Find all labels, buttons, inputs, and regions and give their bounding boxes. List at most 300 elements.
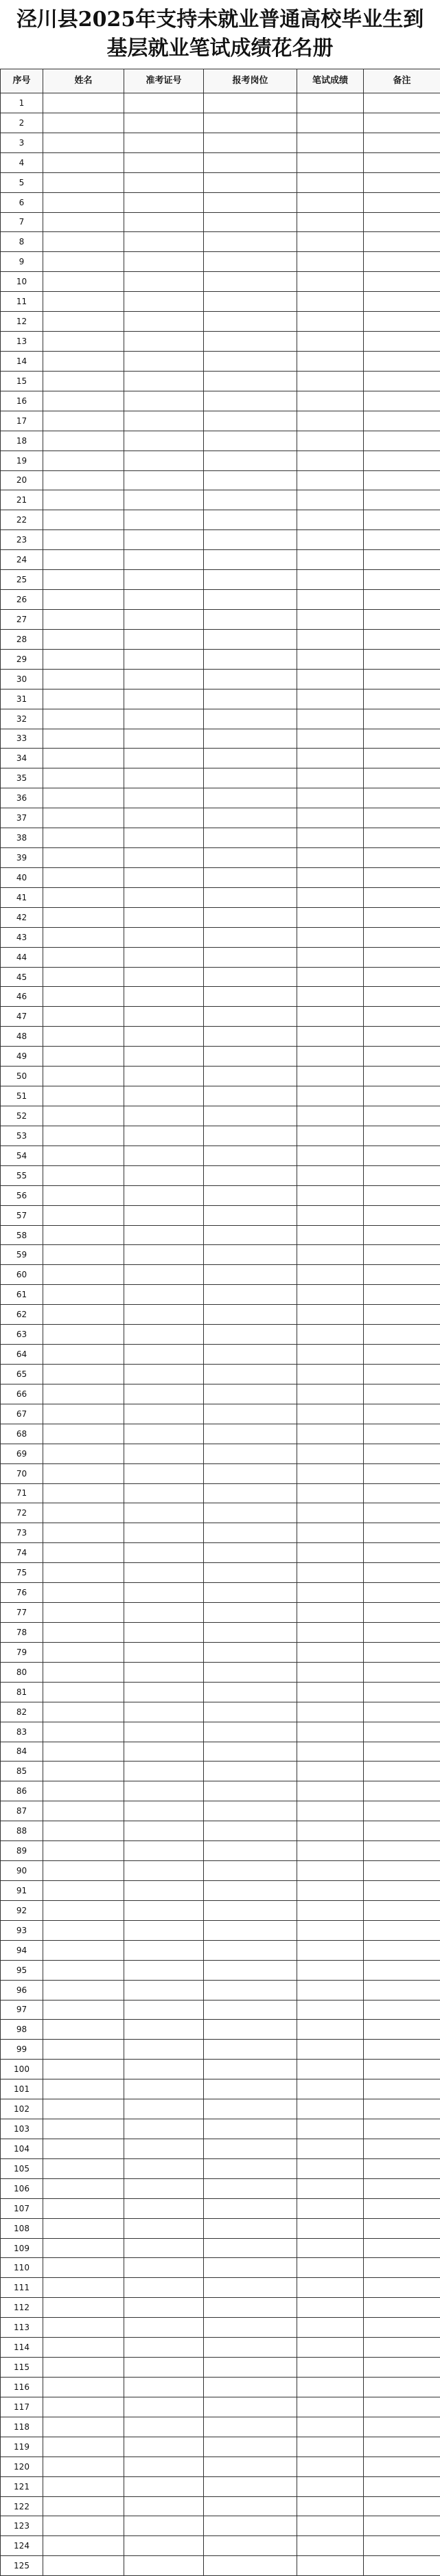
table-row <box>1 947 440 967</box>
cell-note <box>364 1165 440 1185</box>
cell-name <box>43 1960 124 1980</box>
cell-position <box>204 1900 297 1920</box>
table-row <box>1 1027 440 1047</box>
cell-name <box>43 729 124 749</box>
header-note: 备注 <box>364 69 440 93</box>
cell-position <box>204 1345 297 1365</box>
cell-note <box>364 1583 440 1603</box>
cell-score <box>297 510 364 530</box>
cell-score <box>297 1225 364 1245</box>
table-row <box>1 2457 440 2476</box>
table-row <box>1 1225 440 1245</box>
cell-index: 109 <box>1 2238 43 2258</box>
table-row <box>1 1603 440 1623</box>
cell-position <box>204 609 297 629</box>
cell-exam-number <box>124 1861 204 1881</box>
cell-index: 42 <box>1 907 43 927</box>
cell-index: 30 <box>1 669 43 689</box>
table-row <box>1 1920 440 1940</box>
cell-name <box>43 1325 124 1345</box>
cell-score <box>297 470 364 490</box>
table-row <box>1 272 440 292</box>
cell-position <box>204 232 297 252</box>
cell-position <box>204 689 297 709</box>
cell-score <box>297 2338 364 2358</box>
cell-position <box>204 967 297 987</box>
cell-score <box>297 1007 364 1027</box>
table-row <box>1 2378 440 2397</box>
table-row <box>1 907 440 927</box>
table-row <box>1 2079 440 2099</box>
cell-score <box>297 431 364 451</box>
cell-index: 80 <box>1 1662 43 1682</box>
cell-position <box>204 2417 297 2437</box>
cell-position <box>204 629 297 649</box>
cell-name <box>43 1920 124 1940</box>
cell-index: 72 <box>1 1503 43 1523</box>
cell-note <box>364 192 440 212</box>
cell-note <box>364 907 440 927</box>
cell-score <box>297 2417 364 2437</box>
cell-score <box>297 2000 364 2020</box>
cell-index: 112 <box>1 2298 43 2318</box>
table-row <box>1 2318 440 2338</box>
table-row <box>1 808 440 828</box>
cell-score <box>297 1067 364 1086</box>
cell-note <box>364 1722 440 1742</box>
cell-score <box>297 1642 364 1662</box>
table-row <box>1 2298 440 2318</box>
table-row <box>1 490 440 510</box>
table-row <box>1 2020 440 2040</box>
cell-position <box>204 2158 297 2178</box>
cell-exam-number <box>124 451 204 470</box>
cell-position <box>204 2437 297 2457</box>
cell-name <box>43 1185 124 1205</box>
cell-exam-number <box>124 2060 204 2079</box>
cell-exam-number <box>124 2496 204 2516</box>
cell-score <box>297 2119 364 2139</box>
cell-position <box>204 292 297 312</box>
cell-exam-number <box>124 1225 204 1245</box>
table-row <box>1 2218 440 2238</box>
cell-position <box>204 252 297 272</box>
cell-index: 28 <box>1 629 43 649</box>
cell-name <box>43 788 124 808</box>
cell-position <box>204 907 297 927</box>
cell-index: 77 <box>1 1603 43 1623</box>
cell-note <box>364 2338 440 2358</box>
table-row <box>1 2198 440 2218</box>
cell-note <box>364 2397 440 2417</box>
cell-score <box>297 1503 364 1523</box>
table-row <box>1 470 440 490</box>
cell-position <box>204 1821 297 1841</box>
cell-name <box>43 629 124 649</box>
cell-position <box>204 272 297 292</box>
cell-exam-number <box>124 1384 204 1404</box>
cell-name <box>43 1365 124 1384</box>
cell-position <box>204 669 297 689</box>
cell-name <box>43 1007 124 1027</box>
cell-name <box>43 987 124 1007</box>
cell-note <box>364 1047 440 1067</box>
cell-index: 70 <box>1 1463 43 1483</box>
cell-position <box>204 729 297 749</box>
table-row <box>1 2099 440 2119</box>
cell-name <box>43 1424 124 1444</box>
cell-exam-number <box>124 1086 204 1106</box>
cell-note <box>364 510 440 530</box>
table-row <box>1 312 440 332</box>
cell-note <box>364 2496 440 2516</box>
cell-name <box>43 609 124 629</box>
cell-position <box>204 351 297 371</box>
cell-position <box>204 1047 297 1067</box>
cell-score <box>297 2020 364 2040</box>
cell-position <box>204 1801 297 1821</box>
cell-position <box>204 2298 297 2318</box>
cell-position <box>204 2457 297 2476</box>
cell-position <box>204 172 297 192</box>
cell-note <box>364 729 440 749</box>
table-row <box>1 1365 440 1384</box>
cell-exam-number <box>124 490 204 510</box>
cell-position <box>204 212 297 232</box>
table-row <box>1 172 440 192</box>
cell-index: 122 <box>1 2496 43 2516</box>
cell-index: 78 <box>1 1622 43 1642</box>
table-row <box>1 1126 440 1145</box>
table-row <box>1 431 440 451</box>
cell-position <box>204 93 297 113</box>
cell-name <box>43 2119 124 2139</box>
cell-exam-number <box>124 2000 204 2020</box>
cell-index: 5 <box>1 172 43 192</box>
cell-position <box>204 2060 297 2079</box>
cell-index: 8 <box>1 232 43 252</box>
cell-index: 53 <box>1 1126 43 1145</box>
cell-note <box>364 689 440 709</box>
table-row <box>1 1722 440 1742</box>
cell-note <box>364 987 440 1007</box>
cell-score <box>297 2258 364 2278</box>
table-row <box>1 689 440 709</box>
cell-exam-number <box>124 530 204 550</box>
cell-exam-number <box>124 669 204 689</box>
cell-exam-number <box>124 1682 204 1702</box>
cell-name <box>43 2238 124 2258</box>
cell-note <box>364 1145 440 1165</box>
cell-note <box>364 967 440 987</box>
cell-exam-number <box>124 1841 204 1861</box>
table-row <box>1 1900 440 1920</box>
cell-note <box>364 1185 440 1205</box>
cell-note <box>364 272 440 292</box>
cell-score <box>297 1325 364 1345</box>
table-row <box>1 629 440 649</box>
table-row <box>1 570 440 590</box>
table-row <box>1 2358 440 2378</box>
cell-score <box>297 2397 364 2417</box>
cell-name <box>43 1563 124 1583</box>
cell-index: 51 <box>1 1086 43 1106</box>
cell-position <box>204 808 297 828</box>
cell-index: 40 <box>1 867 43 887</box>
cell-index: 87 <box>1 1801 43 1821</box>
cell-note <box>364 2457 440 2476</box>
cell-name <box>43 1285 124 1305</box>
cell-name <box>43 1682 124 1702</box>
cell-note <box>364 867 440 887</box>
cell-score <box>297 1185 364 1205</box>
cell-note <box>364 2556 440 2576</box>
table-row <box>1 1165 440 1185</box>
cell-position <box>204 1861 297 1881</box>
cell-index: 61 <box>1 1285 43 1305</box>
table-row <box>1 1742 440 1762</box>
cell-position <box>204 2000 297 2020</box>
cell-name <box>43 1603 124 1623</box>
cell-name <box>43 510 124 530</box>
cell-score <box>297 1960 364 1980</box>
table-row <box>1 530 440 550</box>
cell-name <box>43 1265 124 1285</box>
cell-note <box>364 887 440 907</box>
cell-index: 76 <box>1 1583 43 1603</box>
cell-exam-number <box>124 2358 204 2378</box>
cell-name <box>43 2536 124 2556</box>
cell-index: 84 <box>1 1742 43 1762</box>
table-row <box>1 332 440 352</box>
cell-name <box>43 1086 124 1106</box>
cell-index: 120 <box>1 2457 43 2476</box>
cell-score <box>297 2060 364 2079</box>
cell-exam-number <box>124 1880 204 1900</box>
cell-score <box>297 788 364 808</box>
cell-exam-number <box>124 292 204 312</box>
cell-score <box>297 2278 364 2298</box>
cell-position <box>204 550 297 570</box>
cell-index: 66 <box>1 1384 43 1404</box>
cell-name <box>43 907 124 927</box>
cell-note <box>364 1622 440 1642</box>
cell-exam-number <box>124 987 204 1007</box>
cell-exam-number <box>124 1742 204 1762</box>
cell-exam-number <box>124 867 204 887</box>
cell-position <box>204 788 297 808</box>
cell-note <box>364 1325 440 1345</box>
cell-index: 105 <box>1 2158 43 2178</box>
cell-position <box>204 2397 297 2417</box>
cell-position <box>204 2536 297 2556</box>
cell-exam-number <box>124 133 204 152</box>
cell-name <box>43 1583 124 1603</box>
cell-index: 124 <box>1 2536 43 2556</box>
cell-score <box>297 2139 364 2158</box>
cell-score <box>297 1801 364 1821</box>
table-row <box>1 2119 440 2139</box>
cell-name <box>43 2516 124 2536</box>
cell-note <box>364 2218 440 2238</box>
cell-name <box>43 232 124 252</box>
cell-exam-number <box>124 1463 204 1483</box>
cell-note <box>364 470 440 490</box>
cell-exam-number <box>124 351 204 371</box>
cell-score <box>297 1106 364 1126</box>
cell-position <box>204 2099 297 2119</box>
cell-exam-number <box>124 1165 204 1185</box>
cell-position <box>204 1980 297 2000</box>
cell-score <box>297 729 364 749</box>
cell-note <box>364 848 440 868</box>
cell-score <box>297 987 364 1007</box>
cell-exam-number <box>124 2198 204 2218</box>
cell-note <box>364 2099 440 2119</box>
cell-position <box>204 768 297 788</box>
cell-name <box>43 2358 124 2378</box>
cell-exam-number <box>124 2218 204 2238</box>
cell-index: 63 <box>1 1325 43 1345</box>
cell-position <box>204 451 297 470</box>
cell-note <box>364 947 440 967</box>
cell-name <box>43 312 124 332</box>
cell-note <box>364 1126 440 1145</box>
cell-name <box>43 113 124 133</box>
cell-exam-number <box>124 1662 204 1682</box>
cell-exam-number <box>124 1503 204 1523</box>
cell-score <box>297 1682 364 1702</box>
cell-position <box>204 1583 297 1603</box>
cell-index: 75 <box>1 1563 43 1583</box>
table-row <box>1 1047 440 1067</box>
cell-index: 22 <box>1 510 43 530</box>
cell-name <box>43 1145 124 1165</box>
cell-index: 54 <box>1 1145 43 1165</box>
cell-score <box>297 927 364 947</box>
cell-index: 85 <box>1 1762 43 1781</box>
table-row <box>1 887 440 907</box>
cell-position <box>204 133 297 152</box>
cell-index: 121 <box>1 2476 43 2496</box>
table-row <box>1 1185 440 1205</box>
cell-exam-number <box>124 1603 204 1623</box>
table-row <box>1 828 440 848</box>
cell-name <box>43 768 124 788</box>
cell-exam-number <box>124 729 204 749</box>
cell-name <box>43 2278 124 2298</box>
cell-note <box>364 451 440 470</box>
cell-exam-number <box>124 2099 204 2119</box>
cell-exam-number <box>124 2516 204 2536</box>
table-row <box>1 113 440 133</box>
table-row <box>1 1007 440 1027</box>
cell-index: 52 <box>1 1106 43 1126</box>
cell-index: 65 <box>1 1365 43 1384</box>
cell-name <box>43 749 124 768</box>
table-row <box>1 1067 440 1086</box>
cell-position <box>204 1265 297 1285</box>
cell-exam-number <box>124 927 204 947</box>
cell-exam-number <box>124 1067 204 1086</box>
cell-index: 11 <box>1 292 43 312</box>
cell-note <box>364 1940 440 1960</box>
cell-index: 24 <box>1 550 43 570</box>
cell-score <box>297 530 364 550</box>
cell-index: 86 <box>1 1781 43 1801</box>
cell-name <box>43 1205 124 1225</box>
table-row <box>1 1841 440 1861</box>
cell-position <box>204 1245 297 1265</box>
cell-score <box>297 2099 364 2119</box>
cell-name <box>43 2060 124 2079</box>
table-row <box>1 1781 440 1801</box>
cell-note <box>364 590 440 610</box>
cell-note <box>364 828 440 848</box>
cell-name <box>43 550 124 570</box>
cell-position <box>204 570 297 590</box>
cell-exam-number <box>124 411 204 431</box>
cell-position <box>204 1205 297 1225</box>
cell-position <box>204 1126 297 1145</box>
cell-note <box>364 1920 440 1940</box>
cell-score <box>297 1027 364 1047</box>
cell-position <box>204 312 297 332</box>
table-row <box>1 1861 440 1881</box>
cell-position <box>204 192 297 212</box>
cell-note <box>364 1543 440 1563</box>
cell-exam-number <box>124 1007 204 1027</box>
table-row <box>1 93 440 113</box>
table-row <box>1 1880 440 1900</box>
cell-position <box>204 1384 297 1404</box>
cell-index: 25 <box>1 570 43 590</box>
cell-index: 113 <box>1 2318 43 2338</box>
cell-note <box>364 1682 440 1702</box>
cell-score <box>297 2178 364 2198</box>
cell-note <box>364 1404 440 1424</box>
cell-position <box>204 510 297 530</box>
header-index: 序号 <box>1 69 43 93</box>
cell-note <box>364 530 440 550</box>
cell-name <box>43 133 124 152</box>
cell-position <box>204 2556 297 2576</box>
table-row <box>1 510 440 530</box>
cell-score <box>297 1205 364 1225</box>
cell-note <box>364 1424 440 1444</box>
cell-note <box>364 490 440 510</box>
cell-position <box>204 2318 297 2338</box>
cell-name <box>43 152 124 172</box>
cell-note <box>364 1563 440 1583</box>
cell-note <box>364 1841 440 1861</box>
table-row <box>1 2417 440 2437</box>
cell-index: 57 <box>1 1205 43 1225</box>
table-row <box>1 729 440 749</box>
cell-score <box>297 2158 364 2178</box>
cell-index: 35 <box>1 768 43 788</box>
cell-name <box>43 927 124 947</box>
cell-note <box>364 1027 440 1047</box>
cell-score <box>297 907 364 927</box>
cell-note <box>364 1861 440 1881</box>
cell-index: 123 <box>1 2516 43 2536</box>
cell-exam-number <box>124 2318 204 2338</box>
cell-position <box>204 113 297 133</box>
cell-exam-number <box>124 2457 204 2476</box>
cell-name <box>43 470 124 490</box>
cell-name <box>43 848 124 868</box>
